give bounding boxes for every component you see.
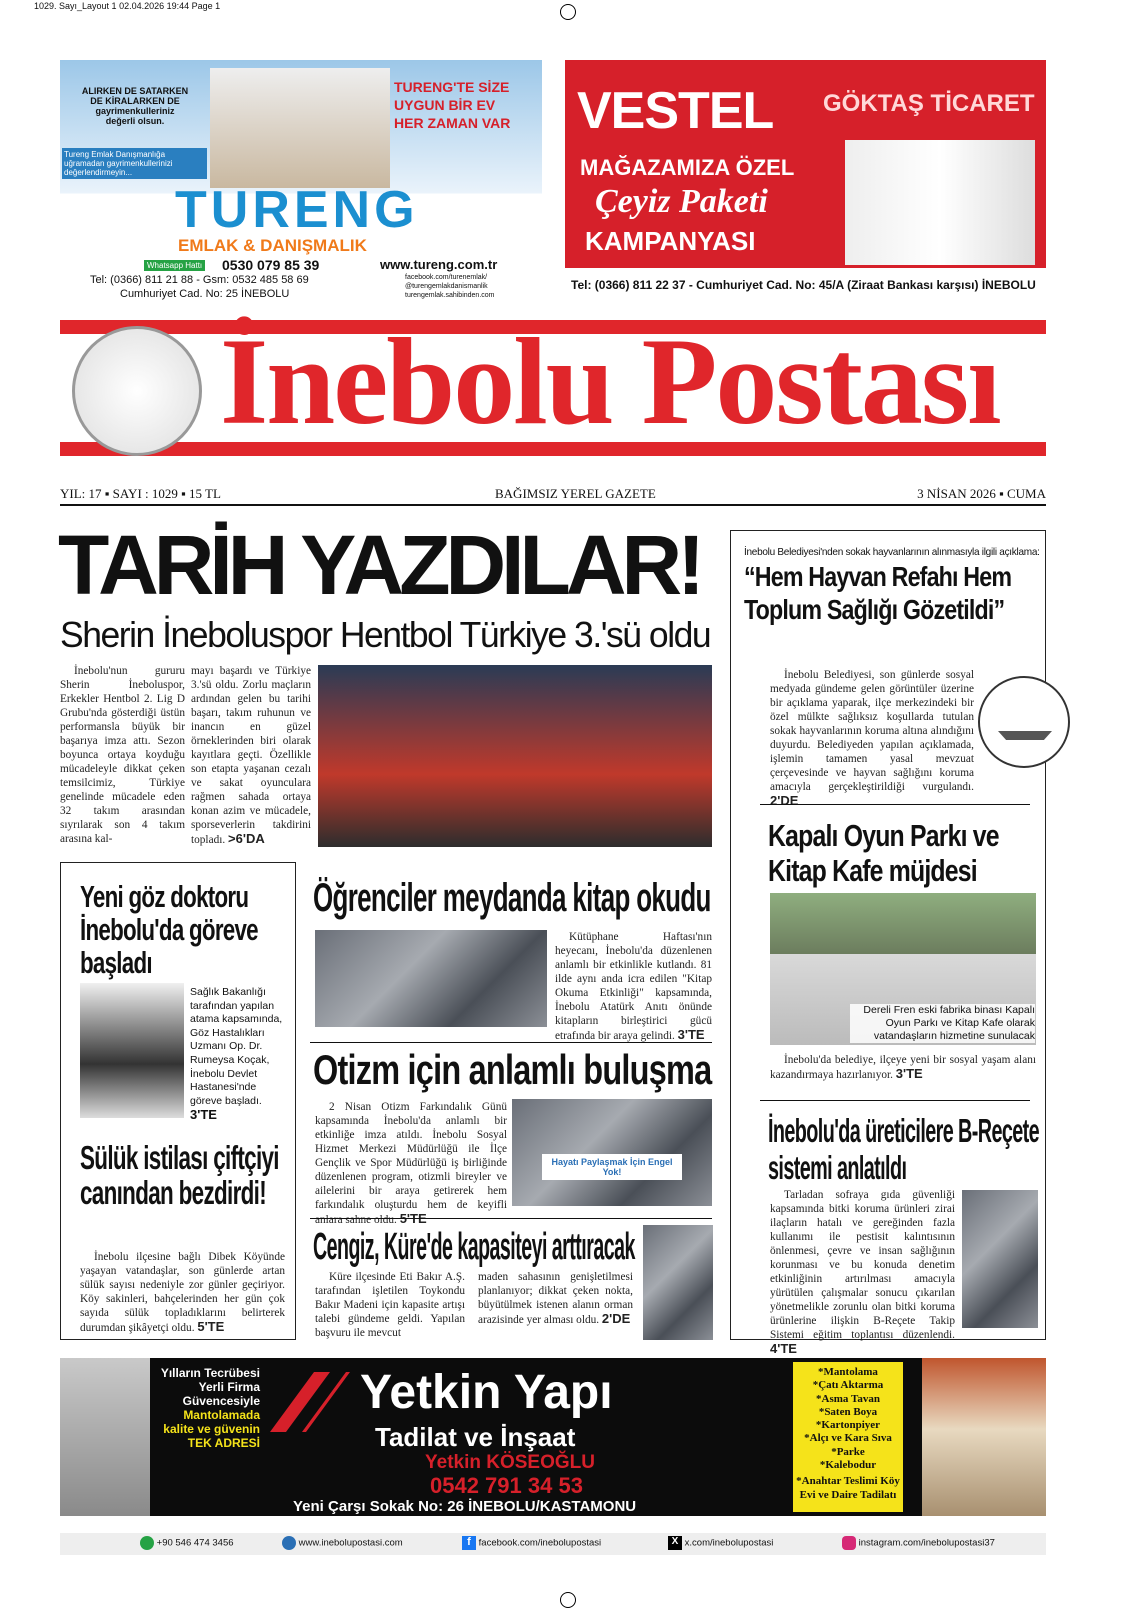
tureng-logo: TURENG bbox=[175, 181, 419, 239]
lead-headline: TARİH YAZDILAR! bbox=[58, 518, 701, 612]
facebook-icon: f bbox=[462, 1536, 476, 1550]
executive-portrait-photo bbox=[643, 1225, 713, 1340]
footer-social-bar bbox=[60, 1533, 1046, 1555]
masthead bbox=[60, 313, 1046, 460]
masthead-logo-seal bbox=[72, 326, 202, 456]
footer-x[interactable]: X x.com/inebolupostasi bbox=[668, 1536, 773, 1550]
photo-caption: Dereli Fren eski fabrika binası Kapalı Oyun Parkı ve Kitap Kafe olarak vatandaşların hizmetine sunulacak bbox=[850, 1004, 1035, 1043]
page-ref[interactable]: 3'TE bbox=[895, 1066, 923, 1081]
page-ref[interactable]: 5'TE bbox=[399, 1211, 427, 1226]
kicker: İnebolu Belediyesi'nden sokak hayvanlarının alınmasıyla ilgili açıklama: bbox=[744, 546, 1040, 558]
tagline: BAĞIMSIZ YEREL GAZETE bbox=[495, 486, 656, 501]
page-ref[interactable]: 2'DE bbox=[601, 1311, 631, 1326]
services-list: *Mantolama *Çatı Aktarma *Asma Tavan *Saten Boya *Kartonpiyer *Alçı ve Kara Sıva *Parke *Kalebodur *Anahtar Teslimi Köy Evi ve Daire Tadilatı bbox=[793, 1362, 903, 1512]
municipality-seal bbox=[978, 676, 1070, 768]
ad-left-lines: Yılların Tecrübesi Yerli Firma Güvencesiyle Mantolamada kalite ve güvenin TEK ADRESİ bbox=[160, 1366, 260, 1450]
ad-footer: Tel: (0366) 811 22 37 - Cumhuriyet Cad. No: 45/A (Ziraat Bankası karşısı) İNEBOLU bbox=[571, 278, 1036, 292]
right-mid-headline: Kapalı Oyun Parkı ve Kitap Kafe müjdesi bbox=[768, 818, 999, 888]
ad-owner: Yetkin KÖSEOĞLU bbox=[425, 1452, 595, 1473]
page-ref[interactable]: >6'DA bbox=[228, 831, 265, 846]
reading-event-photo bbox=[315, 930, 547, 1027]
registration-mark bbox=[560, 4, 576, 20]
right-top-body: İnebolu Belediyesi, son günlerde sosyal medyada gündeme gelen görüntüler üzerine bir açıklama yaparak, ilçe merkezindeki bir özel mülkte sağlıksız koşullarda tutulan sokak hayvanlarının koruma altına alındığını duyurdu. Belediyeden yapılan açıklamada, işlemin tamamen yasal mevzuat çerçevesinde ve hayvan sağlığını koruma amacıyla gerçekleştirildiği vurgulandı. 2'DE bbox=[770, 669, 974, 808]
dealer-name: GÖKTAŞ TİCARET bbox=[823, 90, 1035, 117]
doctor-headline: Yeni göz doktoru İnebolu'da göreve başladı bbox=[80, 879, 258, 980]
right-bottom-body: Tarladan sofraya gıda güvenliği kapsamında bitki koruma ürünleri zirai ilaçların hatalı ve gereğinden fazla kullanımı ile pestisit kalıntısının önlenmesi, çevre ve insan sağlığının korunması ve bu konuda denetim etkinliğinin artırılması amacıyla yürütülen çalışmalar sonucu çıkarılan yönetmelikle zorunlu olan bitki koruma ürünlerine ilişkin B-Reçete Takip Sistemi eğitim toplantısı düzenlendi. 4'TE bbox=[770, 1189, 955, 1356]
books-headline: Öğrenciler meydanda kitap okudu bbox=[313, 876, 711, 920]
x-icon: X bbox=[668, 1536, 682, 1550]
right-top-headline: “Hem Hayvan Refahı Hem Toplum Sağlığı Gözetildi” bbox=[744, 561, 1012, 625]
building-photo bbox=[60, 1358, 150, 1516]
masthead-title: İnebolu Postası bbox=[220, 313, 1000, 450]
appliances-photo bbox=[845, 140, 1035, 265]
whatsapp-number: 0530 079 85 39 bbox=[222, 257, 320, 273]
tureng-ad[interactable] bbox=[60, 60, 542, 303]
ad-sub: Tadilat ve İnşaat bbox=[375, 1422, 576, 1452]
lead-col1: İnebolu'nun gururu Sherin İneboluspor, Erkekler Hentbol 2. Lig D Grubu'nda gösterdiği üstün performansla büyük bir başarıya imza attı. Sezon boyunca ortaya koyduğu mücadeleyle dikkat çeken temsilcimiz, Türkiye genelinde mücadele eden 32 takım arasından sıyrılarak son 4 takım arasına kal- bbox=[60, 665, 185, 845]
whatsapp-label: Whatsapp Hattı bbox=[144, 260, 205, 271]
print-slug: 1029. Sayı_Layout 1 02.04.2026 19:44 Page 1 bbox=[34, 1, 221, 11]
footer-whatsapp[interactable]: +90 546 474 3456 bbox=[140, 1536, 234, 1550]
kure-col2: maden sahasının genişletilmesi planlanıyor; dikkat çeken nokta, büyütülmek istenen alanın orman arazisinde yer alması oldu. 2'DE bbox=[478, 1271, 633, 1326]
ad-line2: Çeyiz Paketi bbox=[595, 183, 768, 220]
doctor-body: Sağlık Bakanlığı tarafından yapılan atama kapsamında, Göz Hastalıkları Uzmanı Op. Dr. Rumeysa Koçak, İnebolu Devlet Hastanesi'nde göreve başladı. 3'TE bbox=[190, 986, 283, 1123]
kure-headline: Cengiz, Küre'de kapasiteyi arttıracak bbox=[313, 1226, 635, 1268]
leech-body: İnebolu ilçesine bağlı Dibek Köyünde yaşayan vatandaşlar, son günlerde artan sülük sayısı nedeniyle zor günler geçiriyor. Köy sakinleri, bahçelerinden her gün çok sayıda sülük topladıklarını belirterek durumdan şikâyetçi oldu. 5'TE bbox=[80, 1251, 285, 1334]
ad-sub: EMLAK & DANIŞMALIK bbox=[178, 236, 367, 255]
ad-address: Cumhuriyet Cad. No: 25 İNEBOLU bbox=[120, 288, 290, 300]
autism-headline: Otizm için anlamlı buluşma bbox=[313, 1046, 712, 1093]
ad-phone: Tel: (0366) 811 21 88 - Gsm: 0532 485 58 69 bbox=[90, 274, 309, 286]
footer-instagram[interactable]: instagram.com/inebolupostasi37 bbox=[842, 1536, 995, 1550]
footer-website[interactable]: www.inebolupostasi.com bbox=[282, 1536, 403, 1550]
lead-subhead: Sherin İneboluspor Hentbol Türkiye 3.'sü oldu bbox=[60, 614, 711, 655]
ad-slogan: TURENG'TE SİZE UYGUN BİR EV HER ZAMAN VAR bbox=[394, 79, 511, 131]
ad-phone: 0542 791 34 53 bbox=[430, 1473, 583, 1498]
leech-headline: Sülük istilası çiftçiyi canından bezdirdi! bbox=[80, 1139, 279, 1211]
ad-web: www.tureng.com.tr bbox=[380, 257, 498, 272]
info-bar bbox=[60, 486, 1046, 506]
yetkin-logo-mark bbox=[270, 1372, 350, 1432]
ad-line1: MAĞAZAMIZA ÖZEL bbox=[580, 155, 795, 180]
doctor-photo bbox=[80, 983, 184, 1118]
ad-brand: Yetkin Yapı bbox=[360, 1366, 613, 1419]
autism-event-photo bbox=[512, 1099, 712, 1206]
event-banner: Hayatı Paylaşmak İçin Engel Yok! bbox=[542, 1154, 682, 1180]
ad-line3: KAMPANYASI bbox=[585, 226, 756, 256]
page-ref[interactable]: 2'DE bbox=[770, 793, 799, 808]
ad-tag: ALIRKEN DE SATARKEN DE KİRALARKEN DE gayrimenkulleriniz değerli olsun. bbox=[81, 86, 189, 126]
whatsapp-icon bbox=[140, 1536, 154, 1550]
instagram-icon bbox=[842, 1536, 856, 1550]
ad-note: Tureng Emlak Danışmanlığa uğramadan gayrimenkullerinizi değerlendirmeyin... bbox=[62, 148, 207, 179]
issue-number: YIL: 17 ▪ SAYI : 1029 ▪ 15 TL bbox=[60, 486, 221, 501]
footer-facebook[interactable]: f facebook.com/inebolupostasi bbox=[462, 1536, 601, 1550]
page-ref[interactable]: 5'TE bbox=[197, 1319, 225, 1334]
books-body: Kütüphane Haftası'nın heyecanı, İnebolu'da düzenlenen anlamlı bir etkinlikle kutlandı. 81 ilde aynı anda icra edilen "Kitap Okuma Etkinliği" kapsamında, İnebolu Atatürk Anıtı önünde kitapların birleştirici gücü etrafında bir araya gelindi. 3'TE bbox=[555, 931, 712, 1042]
kure-col1: Küre ilçesinde Eti Bakır A.Ş. tarafından işletilen Toykondu Bakır Madeni için kapasite artışı talebi gündeme geldi. Yapılan başvuru ile mevcut bbox=[315, 1271, 465, 1339]
yetkin-yapi-ad[interactable] bbox=[60, 1358, 1046, 1516]
globe-icon bbox=[282, 1536, 296, 1550]
vestel-ad[interactable] bbox=[565, 60, 1046, 303]
page-ref[interactable]: 3'TE bbox=[190, 1107, 217, 1123]
lead-col2: mayı başardı ve Türkiye 3.'sü oldu. Zorlu maçların ardından gelen bu tarihi başarı, takım ruhunun ve inancın en güzel örneklerinden biri olarak kayıtlara geçti. Özellikle son etapta yaşanan cezalı ve sakat oyunculara rağmen sahada ortaya konan azim ve mücadele, sporseverlerin takdirini topladı. >6'DA bbox=[191, 665, 311, 846]
handball-team-photo bbox=[318, 665, 712, 847]
issue-date: 3 NİSAN 2026 ▪ CUMA bbox=[917, 486, 1046, 501]
right-bottom-headline: İnebolu'da üreticilere B-Reçete sistemi anlatıldı bbox=[768, 1112, 1040, 1186]
ad-address: Yeni Çarşı Sokak No: 26 İNEBOLU/KASTAMONU bbox=[293, 1498, 637, 1515]
page-ref[interactable]: 3'TE bbox=[677, 1027, 705, 1042]
house-photo bbox=[210, 68, 390, 188]
interior-photo bbox=[922, 1358, 1046, 1516]
page-ref[interactable]: 4'TE bbox=[770, 1341, 797, 1356]
ad-social: facebook.com/turenemlak/ @turengemlakdanismanlik turengemlak.sahibinden.com bbox=[405, 274, 495, 299]
autism-body: 2 Nisan Otizm Farkındalık Günü kapsamında İnebolu'da anlamlı bir etkinliğe imza atıldı. İnebolu Sosyal Hizmet Merkezi Müdürlüğü ile İlçe Gençlik ve Spor Müdürlüğü iş birliğinde düzenlenen program, otizmli bireyler ve ailelerini bir araya getirerek hem farkındalık oluşturdu hem de keyifli anlara sahne oldu. 5'TE bbox=[315, 1101, 507, 1226]
official-portrait-photo bbox=[962, 1190, 1038, 1328]
registration-mark bbox=[560, 1592, 576, 1608]
vestel-logo: VESTEL bbox=[577, 82, 774, 140]
right-mid-body: İnebolu'da belediye, ilçeye yeni bir sosyal yaşam alanı kazandırmaya hazırlanıyor. 3'TE bbox=[770, 1054, 1036, 1081]
